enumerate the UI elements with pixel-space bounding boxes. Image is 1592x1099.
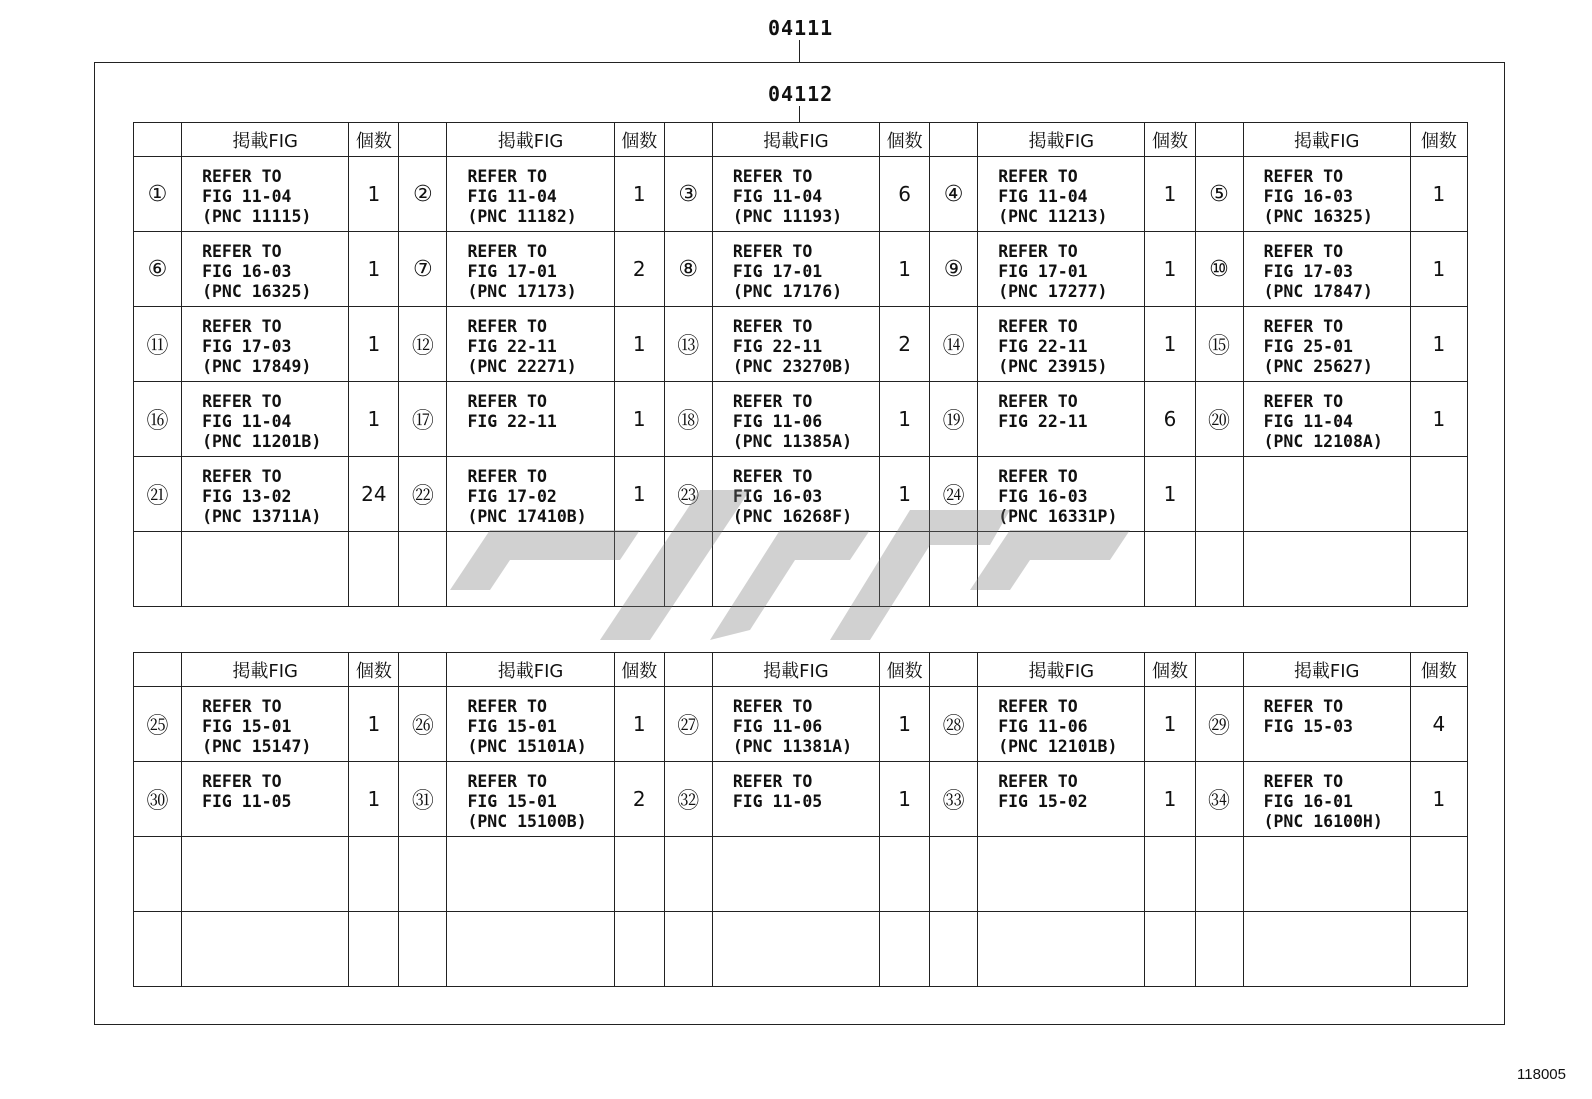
item-number — [134, 912, 182, 987]
figure-reference — [978, 762, 1145, 837]
reference-line: (PNC 11385A) — [732, 432, 853, 451]
reference-line: (PNC 15100B) — [467, 812, 587, 831]
top-reference-code: 04111 — [768, 16, 834, 40]
item-number: ④ — [930, 157, 978, 232]
header-fig: 掲載FIG — [978, 123, 1145, 157]
reference-line: (PNC 17849) — [202, 357, 312, 376]
reference-line: FIG 11-04 — [1263, 412, 1353, 431]
reference-line: REFER TO — [1263, 392, 1344, 411]
item-number: ⑨ — [930, 232, 978, 307]
inner-reference-code: 04112 — [768, 82, 834, 106]
header-index — [664, 123, 712, 157]
item-number — [664, 532, 712, 607]
quantity — [880, 837, 930, 912]
header-fig: 掲載FIG — [447, 123, 614, 157]
figure-reference — [712, 232, 879, 307]
figure-reference — [978, 837, 1145, 912]
item-number: ㉙ — [1195, 687, 1243, 762]
reference-line: REFER TO — [998, 317, 1078, 336]
item-number — [399, 837, 447, 912]
header-qty: 個数 — [349, 653, 399, 687]
reference-line: (PNC 23270B) — [732, 357, 853, 376]
reference-line: FIG 15-02 — [998, 792, 1088, 811]
reference-line: REFER TO — [998, 392, 1078, 411]
item-number — [1195, 837, 1243, 912]
reference-line: (PNC 16100H) — [1263, 812, 1383, 831]
figure-reference — [712, 382, 879, 457]
figure-reference — [712, 762, 879, 837]
quantity — [614, 532, 664, 607]
figure-reference — [447, 687, 614, 762]
header-index — [930, 653, 978, 687]
item-number: ㉑ — [134, 457, 182, 532]
item-number: ⑩ — [1195, 232, 1243, 307]
quantity — [1145, 837, 1195, 912]
reference-line: (PNC 11213) — [998, 207, 1108, 226]
reference-line: FIG 17-02 — [467, 487, 557, 506]
quantity: 1 — [349, 157, 399, 232]
reference-line: (PNC 16325) — [1263, 207, 1373, 226]
figure-reference — [978, 232, 1145, 307]
reference-line: FIG 11-04 — [202, 187, 292, 206]
header-fig: 掲載FIG — [182, 653, 349, 687]
item-number: ㉒ — [399, 457, 447, 532]
reference-line: (PNC 11201B) — [202, 432, 322, 451]
item-number: ⑳ — [1195, 382, 1243, 457]
table-row — [134, 762, 1468, 837]
figure-reference — [1243, 157, 1410, 232]
figure-reference — [447, 457, 614, 532]
parts-table-1 — [133, 122, 1468, 607]
table-header-row — [134, 123, 1468, 157]
header-fig: 掲載FIG — [712, 123, 879, 157]
quantity — [880, 912, 930, 987]
reference-line: FIG 16-03 — [1263, 187, 1353, 206]
item-number: ① — [134, 157, 182, 232]
reference-line: REFER TO — [732, 167, 813, 186]
quantity: 1 — [614, 307, 664, 382]
figure-reference — [182, 157, 349, 232]
reference-line: FIG 11-04 — [998, 187, 1088, 206]
item-number — [134, 837, 182, 912]
quantity: 1 — [614, 687, 664, 762]
table-row — [134, 457, 1468, 532]
item-number — [664, 912, 712, 987]
reference-line: FIG 11-04 — [467, 187, 557, 206]
reference-line: (PNC 17176) — [732, 282, 843, 301]
quantity — [614, 837, 664, 912]
reference-line: REFER TO — [732, 467, 813, 486]
quantity: 1 — [614, 157, 664, 232]
reference-line: REFER TO — [998, 772, 1078, 791]
reference-line: REFER TO — [467, 242, 547, 261]
item-number: ② — [399, 157, 447, 232]
header-index — [399, 123, 447, 157]
quantity — [1145, 532, 1195, 607]
figure-reference — [1243, 307, 1410, 382]
quantity: 1 — [349, 307, 399, 382]
reference-line: REFER TO — [732, 772, 813, 791]
header-qty: 個数 — [1410, 123, 1467, 157]
figure-reference — [447, 532, 614, 607]
quantity: 1 — [1145, 457, 1195, 532]
table-row — [134, 382, 1468, 457]
reference-line: FIG 11-06 — [732, 717, 823, 736]
reference-line: FIG 22-11 — [732, 337, 823, 356]
reference-line: REFER TO — [1263, 167, 1344, 186]
figure-reference — [1243, 532, 1410, 607]
quantity — [1410, 837, 1467, 912]
quantity: 1 — [614, 457, 664, 532]
quantity: 1 — [880, 232, 930, 307]
header-qty: 個数 — [614, 123, 664, 157]
reference-line: REFER TO — [732, 242, 813, 261]
item-number: ⑥ — [134, 232, 182, 307]
figure-reference — [712, 457, 879, 532]
figure-reference — [182, 687, 349, 762]
quantity — [614, 912, 664, 987]
item-number: ⑰ — [399, 382, 447, 457]
parts-table-2 — [133, 652, 1468, 987]
reference-line: FIG 11-04 — [732, 187, 823, 206]
item-number: ㉓ — [664, 457, 712, 532]
figure-number: 118005 — [1517, 1066, 1566, 1083]
figure-reference — [978, 382, 1145, 457]
header-fig: 掲載FIG — [447, 653, 614, 687]
reference-line: REFER TO — [467, 392, 547, 411]
reference-line: FIG 17-03 — [202, 337, 292, 356]
item-number: ㉚ — [134, 762, 182, 837]
figure-reference — [447, 762, 614, 837]
figure-reference — [182, 532, 349, 607]
item-number: ⑪ — [134, 307, 182, 382]
quantity: 6 — [1145, 382, 1195, 457]
table-row — [134, 307, 1468, 382]
reference-line: FIG 17-01 — [998, 262, 1088, 281]
reference-line: FIG 16-03 — [732, 487, 823, 506]
table-header-row — [134, 653, 1468, 687]
header-qty: 個数 — [1145, 653, 1195, 687]
reference-line: FIG 15-01 — [467, 717, 557, 736]
header-index — [399, 653, 447, 687]
reference-line: (PNC 17173) — [467, 282, 577, 301]
reference-line: FIG 16-01 — [1263, 792, 1353, 811]
item-number — [930, 532, 978, 607]
reference-line: REFER TO — [202, 697, 282, 716]
item-number — [1195, 457, 1243, 532]
table-row — [134, 837, 1468, 912]
reference-line: (PNC 12101B) — [998, 737, 1118, 756]
quantity: 2 — [614, 762, 664, 837]
reference-line: FIG 17-01 — [467, 262, 557, 281]
figure-reference — [1243, 382, 1410, 457]
reference-line: (PNC 13711A) — [202, 507, 322, 526]
item-number: ㉔ — [930, 457, 978, 532]
reference-line: (PNC 11115) — [202, 207, 312, 226]
quantity — [1410, 912, 1467, 987]
figure-reference — [1243, 687, 1410, 762]
figure-reference — [447, 157, 614, 232]
table-row — [134, 912, 1468, 987]
figure-reference — [1243, 457, 1410, 532]
quantity: 1 — [1410, 232, 1467, 307]
header-index — [664, 653, 712, 687]
quantity: 1 — [880, 762, 930, 837]
quantity — [1410, 457, 1467, 532]
quantity: 1 — [1410, 382, 1467, 457]
item-number: ⑤ — [1195, 157, 1243, 232]
header-index — [134, 653, 182, 687]
reference-line: REFER TO — [998, 467, 1078, 486]
item-number: ㉘ — [930, 687, 978, 762]
reference-line: REFER TO — [732, 392, 813, 411]
reference-line: REFER TO — [202, 242, 282, 261]
quantity — [1145, 912, 1195, 987]
header-fig: 掲載FIG — [978, 653, 1145, 687]
quantity — [1410, 532, 1467, 607]
figure-reference — [978, 457, 1145, 532]
quantity: 24 — [349, 457, 399, 532]
figure-reference — [978, 912, 1145, 987]
quantity: 1 — [1410, 762, 1467, 837]
quantity — [349, 837, 399, 912]
item-number — [930, 912, 978, 987]
quantity: 1 — [1145, 307, 1195, 382]
item-number: ⑬ — [664, 307, 712, 382]
quantity: 2 — [614, 232, 664, 307]
figure-reference — [1243, 762, 1410, 837]
figure-reference — [712, 687, 879, 762]
reference-line: FIG 22-11 — [467, 337, 557, 356]
quantity: 1 — [349, 687, 399, 762]
item-number: ㉛ — [399, 762, 447, 837]
reference-line: (PNC 15147) — [202, 737, 312, 756]
quantity: 1 — [880, 382, 930, 457]
figure-reference — [447, 232, 614, 307]
reference-line: REFER TO — [1263, 697, 1344, 716]
quantity: 1 — [880, 687, 930, 762]
reference-line: REFER TO — [467, 167, 547, 186]
quantity: 1 — [349, 382, 399, 457]
reference-line: FIG 15-01 — [467, 792, 557, 811]
figure-reference — [978, 157, 1145, 232]
reference-line: FIG 22-11 — [998, 337, 1088, 356]
figure-reference — [182, 837, 349, 912]
reference-line: FIG 11-05 — [732, 792, 823, 811]
reference-line: REFER TO — [202, 467, 282, 486]
quantity: 1 — [880, 457, 930, 532]
figure-reference — [182, 457, 349, 532]
item-number: ⑱ — [664, 382, 712, 457]
reference-line: REFER TO — [202, 317, 282, 336]
item-number: ㉖ — [399, 687, 447, 762]
item-number: ③ — [664, 157, 712, 232]
header-index — [1195, 653, 1243, 687]
item-number — [399, 532, 447, 607]
reference-line: REFER TO — [467, 317, 547, 336]
figure-reference — [182, 307, 349, 382]
quantity: 1 — [1145, 762, 1195, 837]
header-fig: 掲載FIG — [182, 123, 349, 157]
reference-line: REFER TO — [732, 697, 813, 716]
reference-line: FIG 11-06 — [998, 717, 1088, 736]
reference-line: REFER TO — [202, 167, 282, 186]
reference-line: (PNC 16268F) — [732, 507, 853, 526]
reference-line: FIG 25-01 — [1263, 337, 1353, 356]
quantity: 4 — [1410, 687, 1467, 762]
figure-reference — [447, 382, 614, 457]
reference-line: (PNC 23915) — [998, 357, 1108, 376]
item-number: ㉜ — [664, 762, 712, 837]
figure-reference — [182, 382, 349, 457]
item-number — [664, 837, 712, 912]
figure-reference — [978, 307, 1145, 382]
quantity: 1 — [1145, 157, 1195, 232]
quantity: 1 — [1145, 232, 1195, 307]
reference-line: FIG 17-01 — [732, 262, 823, 281]
figure-reference — [712, 532, 879, 607]
table-row — [134, 532, 1468, 607]
reference-line: REFER TO — [1263, 317, 1344, 336]
header-index — [1195, 123, 1243, 157]
table-row — [134, 157, 1468, 232]
reference-line: (PNC 11182) — [467, 207, 577, 226]
figure-reference — [1243, 912, 1410, 987]
item-number: ⑦ — [399, 232, 447, 307]
inner-leader-line — [799, 106, 800, 123]
item-number — [134, 532, 182, 607]
reference-line: FIG 22-11 — [467, 412, 557, 431]
figure-reference — [447, 837, 614, 912]
header-index — [134, 123, 182, 157]
reference-line: FIG 15-03 — [1263, 717, 1353, 736]
reference-line: REFER TO — [202, 772, 282, 791]
reference-line: REFER TO — [467, 467, 547, 486]
reference-line: FIG 22-11 — [998, 412, 1088, 431]
header-qty: 個数 — [880, 123, 930, 157]
reference-line: REFER TO — [1263, 772, 1344, 791]
reference-line: REFER TO — [998, 242, 1078, 261]
reference-line: REFER TO — [998, 697, 1078, 716]
item-number — [1195, 912, 1243, 987]
item-number: ㉗ — [664, 687, 712, 762]
quantity — [880, 532, 930, 607]
header-qty: 個数 — [1145, 123, 1195, 157]
reference-line: REFER TO — [998, 167, 1078, 186]
reference-line: (PNC 11193) — [732, 207, 843, 226]
reference-line: (PNC 17410B) — [467, 507, 587, 526]
reference-line: REFER TO — [202, 392, 282, 411]
figure-reference — [978, 532, 1145, 607]
quantity: 1 — [349, 232, 399, 307]
item-number: ⑲ — [930, 382, 978, 457]
reference-line: (PNC 16331P) — [998, 507, 1118, 526]
table-row — [134, 687, 1468, 762]
reference-line: REFER TO — [732, 317, 813, 336]
item-number: ㉕ — [134, 687, 182, 762]
quantity — [349, 912, 399, 987]
reference-line: (PNC 16325) — [202, 282, 312, 301]
reference-line: (PNC 15101A) — [467, 737, 587, 756]
figure-reference — [1243, 837, 1410, 912]
figure-reference — [1243, 232, 1410, 307]
quantity — [349, 532, 399, 607]
item-number — [1195, 532, 1243, 607]
item-number: ⑮ — [1195, 307, 1243, 382]
reference-line: (PNC 17277) — [998, 282, 1108, 301]
reference-line: (PNC 12108A) — [1263, 432, 1383, 451]
header-qty: 個数 — [349, 123, 399, 157]
reference-line: (PNC 25627) — [1263, 357, 1373, 376]
header-qty: 個数 — [880, 653, 930, 687]
header-index — [930, 123, 978, 157]
figure-reference — [712, 912, 879, 987]
reference-line: (PNC 11381A) — [732, 737, 853, 756]
figure-reference — [182, 912, 349, 987]
reference-line: FIG 16-03 — [998, 487, 1088, 506]
figure-reference — [978, 687, 1145, 762]
reference-line: FIG 17-03 — [1263, 262, 1353, 281]
item-number: ⑯ — [134, 382, 182, 457]
header-qty: 個数 — [1410, 653, 1467, 687]
reference-line: REFER TO — [467, 772, 547, 791]
figure-reference — [712, 837, 879, 912]
figure-reference — [447, 307, 614, 382]
top-leader-line — [799, 40, 800, 62]
reference-line: FIG 11-06 — [732, 412, 823, 431]
quantity: 6 — [880, 157, 930, 232]
figure-reference — [447, 912, 614, 987]
figure-reference — [712, 157, 879, 232]
quantity: 2 — [880, 307, 930, 382]
table-row — [134, 232, 1468, 307]
quantity: 1 — [1145, 687, 1195, 762]
reference-line: REFER TO — [1263, 242, 1344, 261]
item-number: ㉝ — [930, 762, 978, 837]
item-number: ⑧ — [664, 232, 712, 307]
reference-line: (PNC 17847) — [1263, 282, 1373, 301]
figure-reference — [712, 307, 879, 382]
quantity: 1 — [1410, 307, 1467, 382]
reference-line: FIG 11-04 — [202, 412, 292, 431]
figure-reference — [182, 232, 349, 307]
reference-line: (PNC 22271) — [467, 357, 577, 376]
header-fig: 掲載FIG — [1243, 653, 1410, 687]
item-number: ㉞ — [1195, 762, 1243, 837]
item-number: ⑭ — [930, 307, 978, 382]
header-qty: 個数 — [614, 653, 664, 687]
item-number: ⑫ — [399, 307, 447, 382]
item-number — [399, 912, 447, 987]
quantity: 1 — [1410, 157, 1467, 232]
header-fig: 掲載FIG — [1243, 123, 1410, 157]
header-fig: 掲載FIG — [712, 653, 879, 687]
quantity: 1 — [349, 762, 399, 837]
quantity: 1 — [614, 382, 664, 457]
item-number — [930, 837, 978, 912]
figure-reference — [182, 762, 349, 837]
reference-line: FIG 15-01 — [202, 717, 292, 736]
reference-line: FIG 11-05 — [202, 792, 292, 811]
reference-line: FIG 16-03 — [202, 262, 292, 281]
reference-line: FIG 13-02 — [202, 487, 292, 506]
reference-line: REFER TO — [467, 697, 547, 716]
